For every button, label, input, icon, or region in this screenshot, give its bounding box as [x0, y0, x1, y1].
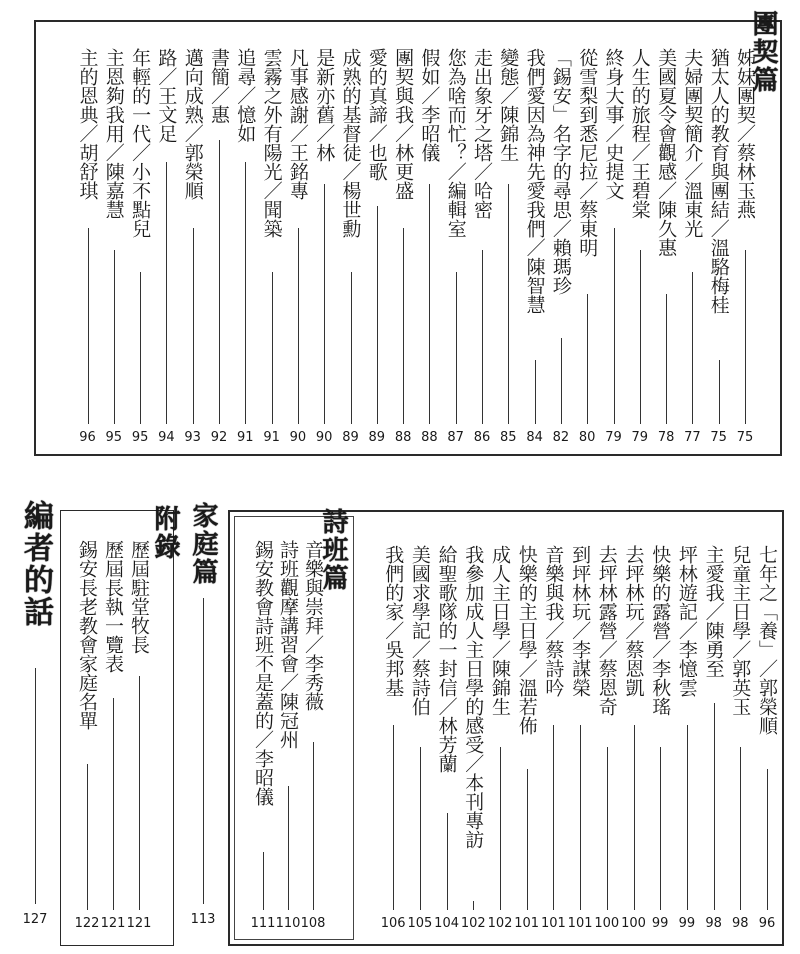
toc-page-number: 92: [210, 430, 228, 445]
toc-leader-line: [403, 228, 404, 424]
toc-leader-line: [745, 250, 746, 424]
toc-entry[interactable]: [103, 48, 125, 448]
toc-leader-line: [193, 228, 194, 424]
toc-leader-line: [535, 360, 536, 424]
toc-page-number: 90: [315, 430, 333, 445]
toc-entry[interactable]: [756, 545, 778, 934]
toc-entry[interactable]: [302, 540, 324, 934]
section-bianzhe-page: 127: [22, 912, 48, 927]
toc-entry-title: 走出象牙之塔／哈密: [471, 48, 493, 219]
toc-page-number: 85: [500, 430, 517, 445]
toc-page-number: 104: [434, 916, 459, 931]
toc-page-number: 95: [131, 430, 149, 445]
toc-leader-line: [500, 747, 501, 910]
toc-entry-title: 您為啥而忙？／編輯室: [444, 48, 467, 238]
toc-leader-line: [456, 272, 457, 424]
toc-entry-title: 美國求學記／蔡詩伯: [408, 545, 431, 716]
toc-entry-title: 音樂與崇拜／李秀薇: [302, 540, 324, 711]
toc-entry[interactable]: [252, 540, 274, 934]
toc-entry[interactable]: [418, 48, 440, 448]
toc-page-number: 79: [631, 430, 649, 445]
toc-entry-title: 凡事感謝／王銘專: [286, 48, 309, 200]
toc-entry[interactable]: [382, 545, 404, 934]
toc-leader-line: [580, 725, 581, 910]
toc-page-number: 121: [100, 916, 126, 931]
toc-entry[interactable]: [436, 545, 458, 934]
toc-entry-title: 邁向成熟／郭榮順: [181, 48, 204, 200]
toc-page-number: 105: [407, 916, 433, 931]
toc-page-number: 98: [732, 916, 749, 931]
toc-entry-title: 七年之「養」／郭榮順: [756, 545, 778, 735]
toc-entry-title: 從雪梨到悉尼拉／蔡東明: [576, 48, 599, 257]
section-jiating-leader: [203, 598, 204, 904]
toc-entry-title: 雲霧之外有陽光／聞築: [260, 48, 283, 238]
section-title-fulu: 附錄: [150, 505, 180, 561]
toc-leader-line: [263, 852, 264, 910]
toc-entry-title: 猶太人的教育與團結／溫駱梅桂: [707, 48, 730, 314]
toc-leader-line: [740, 747, 741, 910]
toc-entry-title: 姊妹團契／蔡林玉燕: [734, 48, 756, 219]
toc-entry[interactable]: [287, 48, 309, 448]
toc-page-number: 111: [250, 916, 276, 931]
section-title-jiating: 家庭篇: [188, 502, 218, 586]
toc-entry[interactable]: [489, 545, 511, 934]
toc-page-number: 100: [621, 916, 646, 931]
toc-page-number: 101: [514, 916, 540, 931]
toc-entry-title: 錫安長老教會家庭名單: [76, 540, 98, 730]
toc-entry[interactable]: [76, 540, 98, 934]
toc-entry[interactable]: [340, 48, 362, 448]
toc-entry-title: 終身大事／史提文: [602, 48, 625, 200]
toc-entry[interactable]: [734, 48, 756, 448]
toc-entry[interactable]: [681, 48, 703, 448]
toc-leader-line: [88, 228, 89, 424]
toc-entry[interactable]: [261, 48, 283, 448]
toc-entry-title: 錫安教會詩班不是蓋的／李昭儀: [252, 540, 274, 806]
toc-leader-line: [139, 676, 140, 910]
toc-leader-line: [447, 813, 448, 910]
toc-entry[interactable]: [155, 48, 177, 448]
toc-entry-title: 「錫安」名字的尋思／賴瑪珍: [549, 48, 572, 295]
toc-entry[interactable]: [623, 545, 645, 934]
toc-entry-title: 音樂與我／蔡詩吟: [542, 545, 565, 697]
toc-leader-line: [561, 338, 562, 424]
toc-entry[interactable]: [129, 48, 151, 448]
toc-entry-title: 快樂的露營／李秋瑤: [649, 545, 672, 716]
toc-entry[interactable]: [392, 48, 414, 448]
toc-entry-title: 坪林遊記／李憶雲: [675, 545, 698, 697]
toc-leader-line: [351, 272, 352, 424]
toc-leader-line: [687, 725, 688, 910]
toc-entry[interactable]: [569, 545, 591, 934]
toc-leader-line: [288, 786, 289, 910]
toc-leader-line: [607, 747, 608, 910]
toc-leader-line: [114, 250, 115, 424]
toc-entry[interactable]: [462, 545, 484, 934]
toc-entry[interactable]: [409, 545, 431, 934]
toc-leader-line: [719, 360, 720, 424]
toc-entry-title: 愛的真諦／也歌: [365, 48, 388, 181]
toc-entry-title: 我參加成人主日學的感受／本刊專訪: [462, 545, 485, 849]
toc-entry[interactable]: [366, 48, 388, 448]
toc-leader-line: [87, 764, 88, 910]
toc-entry[interactable]: [524, 48, 546, 448]
toc-entry-title: 成熟的基督徒／楊世勳: [339, 48, 362, 238]
toc-entry-title: 我們愛因為神先愛我們／陳智慧: [523, 48, 546, 314]
toc-page-number: 96: [758, 916, 776, 931]
toc-leader-line: [272, 272, 273, 424]
toc-page-number: 82: [552, 430, 570, 445]
toc-entry-title: 給聖歌隊的一封信／林芳蘭: [435, 545, 458, 773]
toc-page-number: 78: [657, 430, 675, 445]
toc-leader-line: [666, 294, 667, 424]
toc-page-number: 91: [237, 430, 254, 445]
toc-entry-title: 快樂的主日學／溫若佈: [515, 545, 538, 735]
toc-page-number: 91: [263, 430, 280, 445]
toc-entry-title: 去坪林露營／蔡恩奇: [595, 545, 618, 716]
toc-page-number: 110: [275, 916, 301, 931]
toc-leader-line: [587, 294, 588, 424]
toc-page-number: 84: [526, 430, 543, 445]
toc-leader-line: [614, 228, 615, 424]
toc-page-number: 90: [289, 430, 307, 445]
toc-entry-title: 主的恩典／胡舒琪: [76, 48, 99, 200]
toc-entry[interactable]: [313, 48, 335, 448]
toc-leader-line: [660, 747, 661, 910]
toc-page-number: 77: [684, 430, 701, 445]
toc-page-number: 88: [394, 430, 412, 445]
toc-entry[interactable]: [649, 545, 671, 934]
toc-entry-title: 變態／陳錦生: [497, 48, 520, 162]
toc-leader-line: [324, 184, 325, 424]
toc-entry[interactable]: [128, 540, 150, 934]
toc-page-number: 108: [300, 916, 326, 931]
toc-entry-title: 團契與我／林更盛: [392, 48, 415, 200]
section-title-shiban: 詩班篇: [318, 508, 348, 592]
toc-leader-line: [692, 272, 693, 424]
toc-leader-line: [166, 162, 167, 424]
toc-entry-title: 夫婦團契簡介／溫東光: [681, 48, 704, 238]
toc-entry[interactable]: [550, 48, 572, 448]
toc-entry[interactable]: [208, 48, 230, 448]
toc-leader-line: [767, 769, 768, 910]
toc-leader-line: [714, 703, 715, 910]
toc-page-number: 121: [126, 916, 152, 931]
toc-entry[interactable]: [102, 540, 124, 934]
toc-page-number: 80: [578, 430, 596, 445]
toc-leader-line: [245, 162, 246, 424]
toc-page-number: 99: [678, 916, 696, 931]
toc-entry[interactable]: [77, 48, 99, 448]
toc-entry[interactable]: [471, 48, 493, 448]
toc-leader-line: [298, 228, 299, 424]
toc-entry-title: 美國夏令會觀感／陳久惠: [655, 48, 678, 257]
toc-entry[interactable]: [576, 48, 598, 448]
toc-page-number: 102: [487, 916, 513, 931]
toc-leader-line: [634, 725, 635, 910]
toc-leader-line: [313, 742, 314, 910]
toc-entry-title: 歷屆駐堂牧長: [128, 540, 150, 654]
toc-leader-line: [429, 184, 430, 424]
toc-leader-line: [508, 184, 509, 424]
toc-page-number: 86: [473, 430, 491, 445]
toc-page-number: 94: [158, 430, 175, 445]
toc-entry-title: 人生的旅程／王碧棠: [628, 48, 651, 219]
toc-entry-title: 路／王文足: [155, 48, 178, 143]
toc-leader-line: [553, 725, 554, 910]
toc-entry-title: 去坪林玩／蔡恩凱: [622, 545, 645, 697]
toc-entry[interactable]: [445, 48, 467, 448]
toc-leader-line: [377, 206, 378, 424]
toc-page-number: 89: [342, 430, 359, 445]
toc-leader-line: [219, 140, 220, 424]
toc-entry-title: 到坪林玩／李謀榮: [569, 545, 592, 697]
toc-entry-title: 書簡／惠: [208, 48, 230, 124]
toc-entry[interactable]: [542, 545, 564, 934]
toc-page-number: 102: [460, 916, 486, 931]
toc-page-number: 95: [105, 430, 123, 445]
toc-entry-title: 假如／李昭儀: [418, 48, 441, 162]
toc-entry[interactable]: [603, 48, 625, 448]
toc-entry[interactable]: [629, 48, 651, 448]
toc-entry-title: 主愛我／陳勇至: [702, 545, 725, 678]
toc-entry[interactable]: [729, 545, 751, 934]
toc-page-number: 106: [380, 916, 406, 931]
toc-entry[interactable]: [676, 545, 698, 934]
toc-entry-title: 年輕的一代／小不點兒: [129, 48, 152, 238]
toc-entry[interactable]: [234, 48, 256, 448]
toc-entry[interactable]: [182, 48, 204, 448]
toc-entry[interactable]: [596, 545, 618, 934]
toc-entry[interactable]: [655, 48, 677, 448]
toc-page-number: 99: [651, 916, 669, 931]
section-title-tuanqi: 團契篇: [748, 10, 778, 94]
toc-page-number: 100: [594, 916, 620, 931]
toc-entry-title: 追尋／憶如: [234, 48, 257, 143]
toc-entry-title: 兒童主日學／郭英玉: [729, 545, 752, 716]
toc-entry-title: 我們的家／吳邦基: [382, 545, 405, 697]
toc-entry[interactable]: [708, 48, 730, 448]
section-jiating-page: 113: [190, 912, 216, 927]
toc-entry-title: 主恩夠我用／陳嘉慧: [102, 48, 125, 219]
toc-leader-line: [482, 250, 483, 424]
toc-leader-line: [473, 901, 474, 910]
toc-leader-line: [640, 250, 641, 424]
toc-page-number: 75: [736, 430, 754, 445]
toc-entry-title: 詩班觀摩講習會／陳冠州: [277, 540, 299, 749]
toc-leader-line: [393, 725, 394, 910]
toc-entry-title: 是新亦舊／林: [313, 48, 336, 162]
toc-entry[interactable]: [497, 48, 519, 448]
toc-entry-title: 成人主日學／陳錦生: [489, 545, 511, 716]
toc-page-number: 101: [567, 916, 593, 931]
toc-leader-line: [420, 747, 421, 910]
toc-page-number: 75: [710, 430, 727, 445]
toc-page-number: 88: [421, 430, 438, 445]
toc-page-number: 93: [184, 430, 201, 445]
section-bianzhe-leader: [35, 668, 36, 904]
toc-page-number: 89: [368, 430, 386, 445]
toc-entry-title: 歷屆長執一覽表: [102, 540, 124, 673]
toc-page-number: 96: [79, 430, 96, 445]
section-title-bianzhe: 編者的話: [18, 500, 53, 628]
toc-entry[interactable]: [277, 540, 299, 934]
toc-page-number: 87: [447, 430, 464, 445]
toc-entry[interactable]: [703, 545, 725, 934]
toc-leader-line: [113, 698, 114, 910]
toc-page-number: 122: [74, 916, 100, 931]
toc-entry[interactable]: [516, 545, 538, 934]
toc-leader-line: [140, 272, 141, 424]
toc-page-number: 98: [705, 916, 722, 931]
toc-leader-line: [527, 769, 528, 910]
toc-page-number: 79: [605, 430, 622, 445]
toc-page-number: 101: [540, 916, 566, 931]
